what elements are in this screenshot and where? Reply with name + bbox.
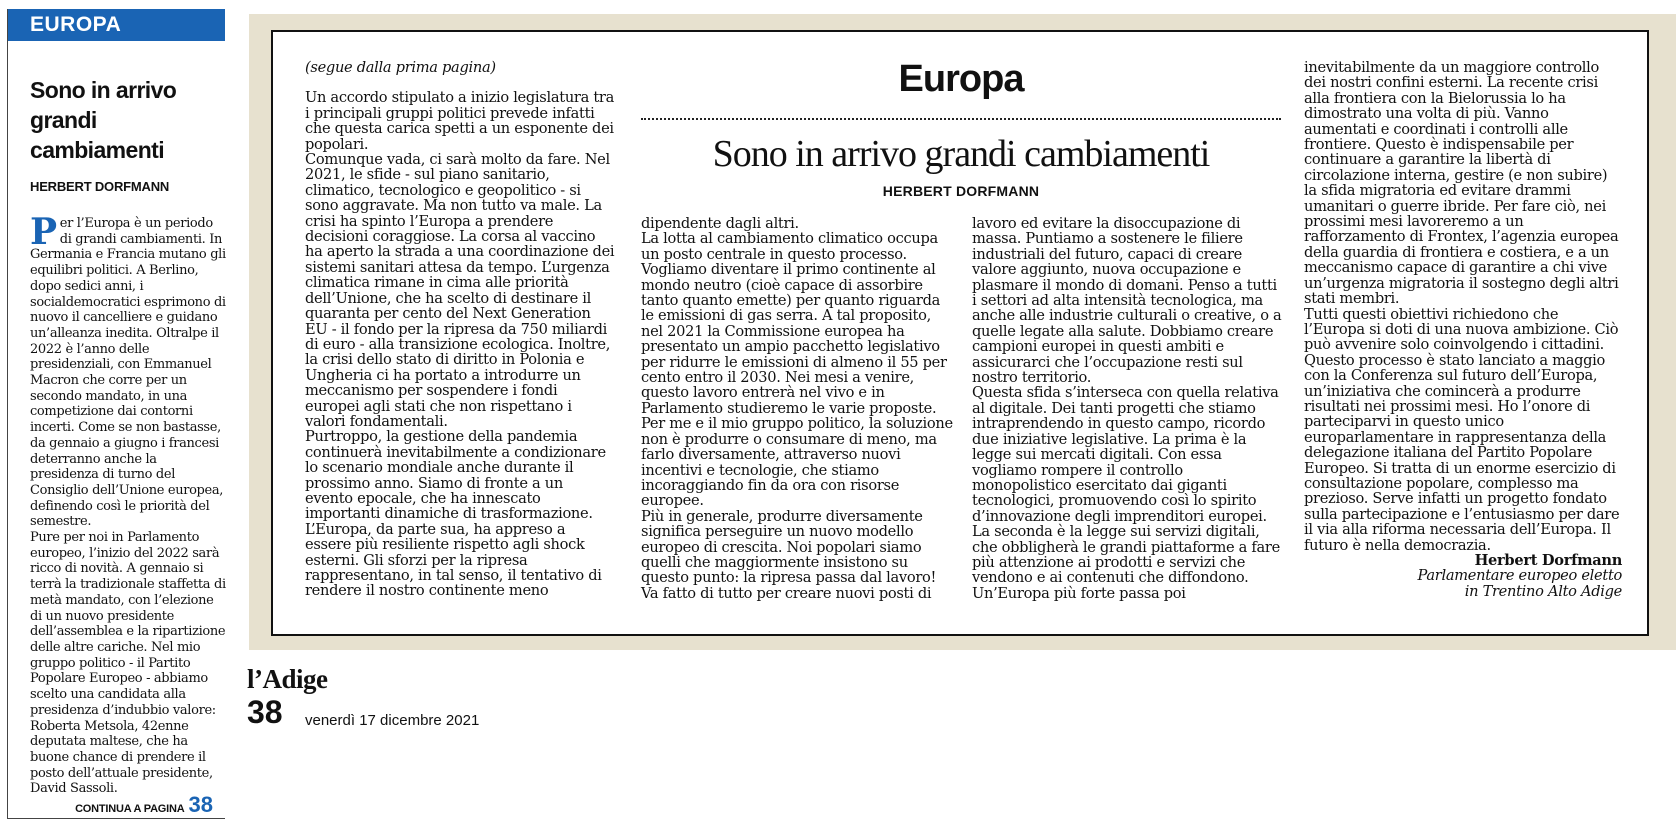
continued-note: (segue dalla prima pagina) xyxy=(305,59,496,76)
article-paragraph: La lotta al cambiamento climatico occupa un posto centrale in questo processo. Vogliamo diventare il primo continente al mondo neutro (cioè capace di assorbire tanto quanto emette) per quanto riguarda le emissioni di gas serra. A tal proposito, nel 2021 la Commissione europea ha presentato un ampio pacchetto legislativo per ridurre le emissioni di almeno il 55 per cento entro il 2030. Nei mesi a venire, questo lavoro entrerà nel vivo e in Parlamento studieremo le varie proposte. Per me e il mio gruppo politico, la soluzione non è produrre o consumare di meno, ma farlo diversamente, attraverso nuovi incentivi e tecnologie, che stiamo incoraggiando fin da ora con risorse europee. xyxy=(641,230,953,510)
article-paragraph: Tutti questi obiettivi richiedono che l’Europa si doti di una nuova ambizione. Ciò può avvenire solo coinvolgendo i cittadini. Questo processo è stato lanciato a maggio con la Conferenza sul futuro dell’Europa, un’iniziativa che comincerà a produrre risultati nei prossimi mesi. Ho l’onore di parteciparvi in questo unico europarlamentare in rappresentanza della delegazione italiana del Partito Popolare Europeo. Si tratta di un enorme esercizio di consultazione popolare, complesso ma prezioso. Serve infatti un progetto fondato sulla partecipazione e l’entusiasmo per dare il via alla riforma necessaria dell’Europa. Il futuro è nella democrazia. xyxy=(1304,305,1620,554)
teaser-paragraph: Per l’Europa è un periodo di grandi cambiamenti. In Germania e Francia mutano gli equilibri politici. A Berlino, dopo sedici anni, i socialdemocratici esprimono di nuovo il cancelliere e guidano un’alleanza inedita. Oltralpe il 2022 è l’anno delle presidenziali, con Emmanuel Macron che corre per un secondo mandato, in una competizione dai contorni incerti. Come se non bastasse, da gennaio a giugno i francesi deterranno anche la presidenza di turno del Consiglio dell’Unione europea, definendo così le priorità del semestre. xyxy=(30,211,226,530)
article-paragraph: Più in generale, produrre diversamente significa perseguire un nuovo modello europeo di crescita. Noi popolari siamo quelli che maggiormente insistono su questo punto: la ripresa passa dal lavoro! Va fatto di tutto per creare nuovi posti di xyxy=(641,507,937,602)
article-paragraph: dipendente dagli altri. xyxy=(641,215,799,232)
article-column-4 xyxy=(1304,60,1622,599)
continue-page-number: 38 xyxy=(188,792,213,817)
continue-link[interactable] xyxy=(75,792,213,818)
page-number: 38 xyxy=(247,694,283,730)
section-title: Europa xyxy=(898,58,1024,100)
article-paragraph: Purtroppo, la gestione della pandemia continuerà inevitabilmente a condizionare lo scenario mondiale anche durante il prossimo anno. Siamo di fronte a un evento epocale, che ha innescato importanti dinamiche di trasformazione. xyxy=(305,428,606,523)
teaser-author: HERBERT DORFMANN xyxy=(30,179,170,194)
teaser-body xyxy=(30,211,226,797)
article-paragraph: Un’Europa più forte passa poi xyxy=(972,584,1186,602)
teaser-headline: Sono in arrivo grandi cambiamenti xyxy=(30,77,177,163)
signature-role: in Trentino Alto Adige xyxy=(1464,582,1622,600)
section-band: EUROPA xyxy=(8,9,225,41)
teaser-paragraph: Pure per noi in Parlamento europeo, l’inizio del 2022 sarà ricco di novità. A gennaio si terrà la tradizionale staffetta di metà mandato, con l’elezione di un nuovo presidente dell’assemblea e la ripartizione delle altre cariche. Nel mio gruppo politico - il Partito Popolare Europeo - abbiamo scelto una candidata alla presidenza d’indubbio valore: Roberta Metsola, 42enne deputata maltese, che ha buone chance di prendere il posto dell’attuale presidente, David Sassoli. xyxy=(30,530,226,797)
article-byline: HERBERT DORFMANN xyxy=(882,183,1040,199)
article-paragraph: Questa sfida s’interseca con quella relativa al digitale. Dei tanti progetti che stiamo intraprendendo in questo campo, ricordo due iniziative legislative. La prima è la legge sui mercati digitali. Con essa vogliamo rompere il controllo monopolistico esercitato dai giganti tecnologici, promuovendo così lo spirito d’innovazione degli imprenditori europei. La seconda è la legge sui servizi digitali, che obbligherà le grandi piattaforme a fare più attenzione ai prodotti e servizi che vendono e ai contenuti che diffondono. xyxy=(972,384,1280,587)
article-paragraph: L’Europa, da parte sua, ha appreso a essere più resiliente rispetto agli shock esterni. Gli sforzi per la ripresa rappresentano, in tal senso, il tentativo di rendere il nostro continente meno xyxy=(305,520,602,600)
continue-label: CONTINUA A PAGINA xyxy=(75,803,185,815)
signature-name: Herbert Dorfmann xyxy=(1474,552,1622,569)
signature-role: Parlamentare europeo eletto xyxy=(1417,567,1622,585)
article-headline: Sono in arrivo grandi cambiamenti xyxy=(712,133,1210,175)
article-column-3 xyxy=(972,216,1282,601)
newspaper-masthead: l’Adige xyxy=(247,664,328,694)
article-paragraph: inevitabilmente da un maggiore controllo dei nostri confini esterni. La recente crisi alla frontiera con la Bielorussia lo ha dimostrato una volta di più. Vanno aumentati e coordinati i controlli alle frontiere. Questo è indispensabile per continuare a garantire la libertà di circolazione interna, gestire (e non subire) la sfida migratoria ed evitare drammi umanitari o guerre ibride. Per fare ciò, nei prossimi mesi lavoreremo a un rafforzamento di Frontex, l’agenzia europea della guardia di frontiera e costiera, e a un meccanismo capace di garantire a chi vive un’urgenza migratoria il sostegno degli altri stati membri. xyxy=(1304,59,1619,308)
front-page-teaser xyxy=(7,9,225,819)
signature-block xyxy=(1304,553,1622,599)
article-paragraph: lavoro ed evitare la disoccupazione di massa. Puntiamo a sostenere le filiere industriali del futuro, capaci di creare valore aggiunto, nuova occupazione e plasmare il mondo di domani. Penso a tutti i settori ad alta intensità tecnologica, ma anche alle industrie culturali o creative, o a quelle legate alla salute. Dobbiamo creare campioni europei in questi ambiti e assicurarci che l’occupazione resti sul nostro territorio. xyxy=(972,215,1282,387)
article-paragraph: Un accordo stipulato a inizio legislatura tra i principali gruppi politici prevede infatti che questa carica spetti a un esponente dei popolari. xyxy=(305,89,614,153)
issue-date: venerdì 17 dicembre 2021 xyxy=(305,712,480,729)
article-column-1 xyxy=(305,60,615,599)
article-frame xyxy=(271,30,1649,636)
article-panel xyxy=(249,14,1676,650)
article-paragraph: Comunque vada, ci sarà molto da fare. Nel 2021, le sfide - sul piano sanitario, climatico, tecnologico e geopolitico - si sono aggravate. Ma non tutto va male. La crisi ha spinto l’Europa a prendere decisioni coraggiose. La corsa al vaccino ha aperto la strada a una coordinazione dei sistemi sanitari attesa da tempo. L’urgenza climatica rimane in cima alle priorità dell’Unione, che ha scelto di destinare il quaranta per cento del Next Generation EU - il fondo per la ripresa da 750 miliardi di euro - alla transizione ecologica. Inoltre, la crisi dello stato di diritto in Polonia e Ungheria ci ha portato a introdurre un meccanismo per sospendere i fondi europei agli stati che non rispettano i valori fondamentali. xyxy=(305,151,615,430)
dotted-divider xyxy=(641,118,1281,120)
drop-cap: P xyxy=(30,211,57,253)
article-column-2 xyxy=(641,216,953,601)
